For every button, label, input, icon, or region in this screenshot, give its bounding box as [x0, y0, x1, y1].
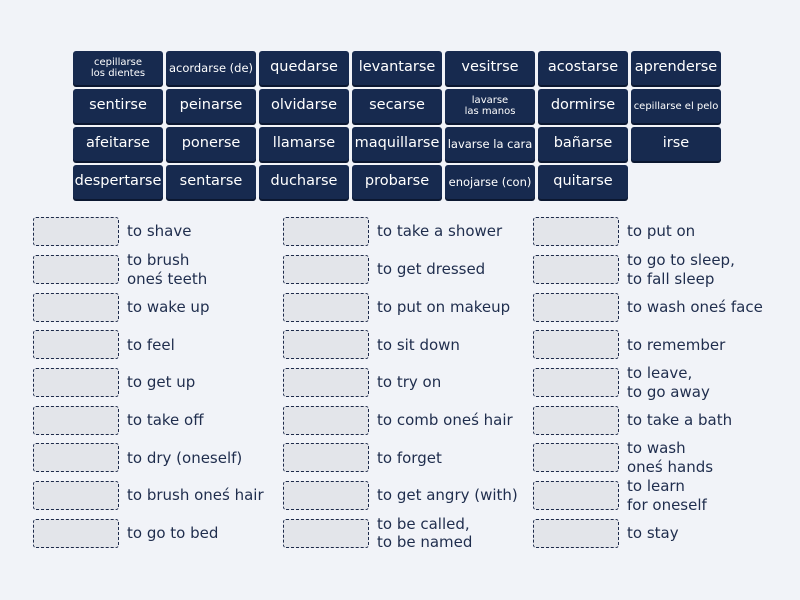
answer-drop-slot[interactable]: [33, 255, 119, 284]
definition-label: to stay: [627, 523, 679, 542]
definition-row: [33, 326, 283, 364]
definition-label: to get angry (with): [377, 486, 518, 505]
word-tile[interactable]: despertarse: [73, 165, 163, 199]
answer-drop-slot[interactable]: [533, 217, 619, 246]
word-tile[interactable]: llamarse: [259, 127, 349, 161]
word-tile[interactable]: vesitrse: [445, 51, 535, 85]
definition-row: [533, 251, 783, 289]
definition-row: [283, 364, 533, 402]
answer-drop-slot[interactable]: [33, 481, 119, 510]
definition-row: [533, 213, 783, 251]
definition-row: [283, 213, 533, 251]
word-tile[interactable]: lavarse las manos: [445, 89, 535, 123]
word-tile[interactable]: acordarse (de): [166, 51, 256, 85]
definition-row: [283, 477, 533, 515]
answer-drop-slot[interactable]: [283, 255, 369, 284]
answer-drop-slot[interactable]: [283, 293, 369, 322]
definition-label: to brush oneś hair: [127, 486, 264, 505]
definition-label: to comb oneś hair: [377, 410, 513, 429]
definition-label: to leave, to go away: [627, 363, 710, 401]
definition-label: to wash oneś hands: [627, 439, 714, 476]
word-tile[interactable]: aprenderse: [631, 51, 721, 85]
word-tile[interactable]: enojarse (con): [445, 165, 535, 199]
answer-drop-slot[interactable]: [283, 443, 369, 472]
answer-drop-slot[interactable]: [33, 330, 119, 359]
definition-row: [283, 439, 533, 477]
definition-row: [33, 251, 283, 289]
word-tile[interactable]: cepillarse el pelo: [631, 89, 721, 123]
definition-label: to try on: [377, 373, 442, 392]
definition-label: to get up: [127, 373, 196, 392]
definition-label: to put on: [627, 222, 696, 241]
definition-label: to get dressed: [377, 260, 486, 279]
definition-label: to take a bath: [627, 410, 733, 429]
word-tile[interactable]: irse: [631, 127, 721, 161]
definition-label: to shave: [127, 222, 192, 241]
answer-drop-slot[interactable]: [533, 293, 619, 322]
definition-label: to learn for oneself: [627, 476, 707, 514]
answer-drop-slot[interactable]: [533, 406, 619, 435]
word-tile[interactable]: quedarse: [259, 51, 349, 85]
definition-row: [533, 326, 783, 364]
definition-row: [283, 326, 533, 364]
definition-row: [33, 364, 283, 402]
answer-drop-slot[interactable]: [33, 519, 119, 548]
definition-label: to put on makeup: [377, 297, 511, 316]
definition-row: [283, 515, 533, 553]
answer-drop-slot[interactable]: [33, 443, 119, 472]
definition-row: [33, 439, 283, 477]
word-tile[interactable]: sentirse: [73, 89, 163, 123]
definition-row: [33, 213, 283, 251]
definition-label: to be called, to be named: [377, 514, 473, 552]
definition-row: [283, 401, 533, 439]
answer-drop-slot[interactable]: [33, 368, 119, 397]
answer-drop-slot[interactable]: [533, 368, 619, 397]
definition-label: to take a shower: [377, 222, 503, 241]
definition-label: to sit down: [377, 335, 460, 354]
definition-row: [33, 288, 283, 326]
word-tile[interactable]: cepillarse los dientes: [73, 51, 163, 85]
definition-label: to wash oneś face: [627, 297, 763, 316]
word-tile[interactable]: bañarse: [538, 127, 628, 161]
definition-label: to go to bed: [127, 523, 219, 542]
definition-row: [283, 251, 533, 289]
word-bank: [73, 51, 733, 199]
definition-row: [533, 477, 783, 515]
word-tile[interactable]: afeitarse: [73, 127, 163, 161]
answer-drop-slot[interactable]: [533, 330, 619, 359]
definition-row: [33, 401, 283, 439]
definition-label: to wake up: [127, 297, 210, 316]
definition-row: [533, 439, 783, 477]
answer-drop-slot[interactable]: [283, 368, 369, 397]
definition-label: to feel: [127, 335, 175, 354]
word-tile[interactable]: dormirse: [538, 89, 628, 123]
answer-drop-slot[interactable]: [283, 519, 369, 548]
definition-row: [283, 288, 533, 326]
word-tile[interactable]: ducharse: [259, 165, 349, 199]
definition-label: to remember: [627, 335, 726, 354]
word-tile[interactable]: ponerse: [166, 127, 256, 161]
word-tile[interactable]: sentarse: [166, 165, 256, 199]
definition-label: to dry (oneself): [127, 448, 243, 467]
definition-list: [33, 213, 783, 552]
word-tile[interactable]: probarse: [352, 165, 442, 199]
answer-drop-slot[interactable]: [283, 406, 369, 435]
word-tile[interactable]: peinarse: [166, 89, 256, 123]
answer-drop-slot[interactable]: [283, 217, 369, 246]
answer-drop-slot[interactable]: [283, 330, 369, 359]
word-tile[interactable]: acostarse: [538, 51, 628, 85]
definition-row: [33, 515, 283, 553]
word-tile[interactable]: levantarse: [352, 51, 442, 85]
definition-row: [33, 477, 283, 515]
word-tile[interactable]: secarse: [352, 89, 442, 123]
definition-row: [533, 515, 783, 553]
answer-drop-slot[interactable]: [33, 293, 119, 322]
word-tile[interactable]: olvidarse: [259, 89, 349, 123]
definition-row: [533, 364, 783, 402]
word-tile[interactable]: lavarse la cara: [445, 127, 535, 161]
answer-drop-slot[interactable]: [533, 519, 619, 548]
answer-drop-slot[interactable]: [33, 406, 119, 435]
answer-drop-slot[interactable]: [533, 443, 619, 472]
word-tile[interactable]: maquillarse: [352, 127, 442, 161]
definition-label: to go to sleep, to fall sleep: [627, 250, 735, 288]
answer-drop-slot[interactable]: [283, 481, 369, 510]
word-tile[interactable]: quitarse: [538, 165, 628, 199]
answer-drop-slot[interactable]: [533, 255, 619, 284]
definition-row: [533, 288, 783, 326]
definition-label: to brush oneś teeth: [127, 250, 208, 288]
answer-drop-slot[interactable]: [33, 217, 119, 246]
definition-label: to forget: [377, 448, 442, 467]
definition-row: [533, 401, 783, 439]
definition-label: to take off: [127, 410, 204, 429]
answer-drop-slot[interactable]: [533, 481, 619, 510]
